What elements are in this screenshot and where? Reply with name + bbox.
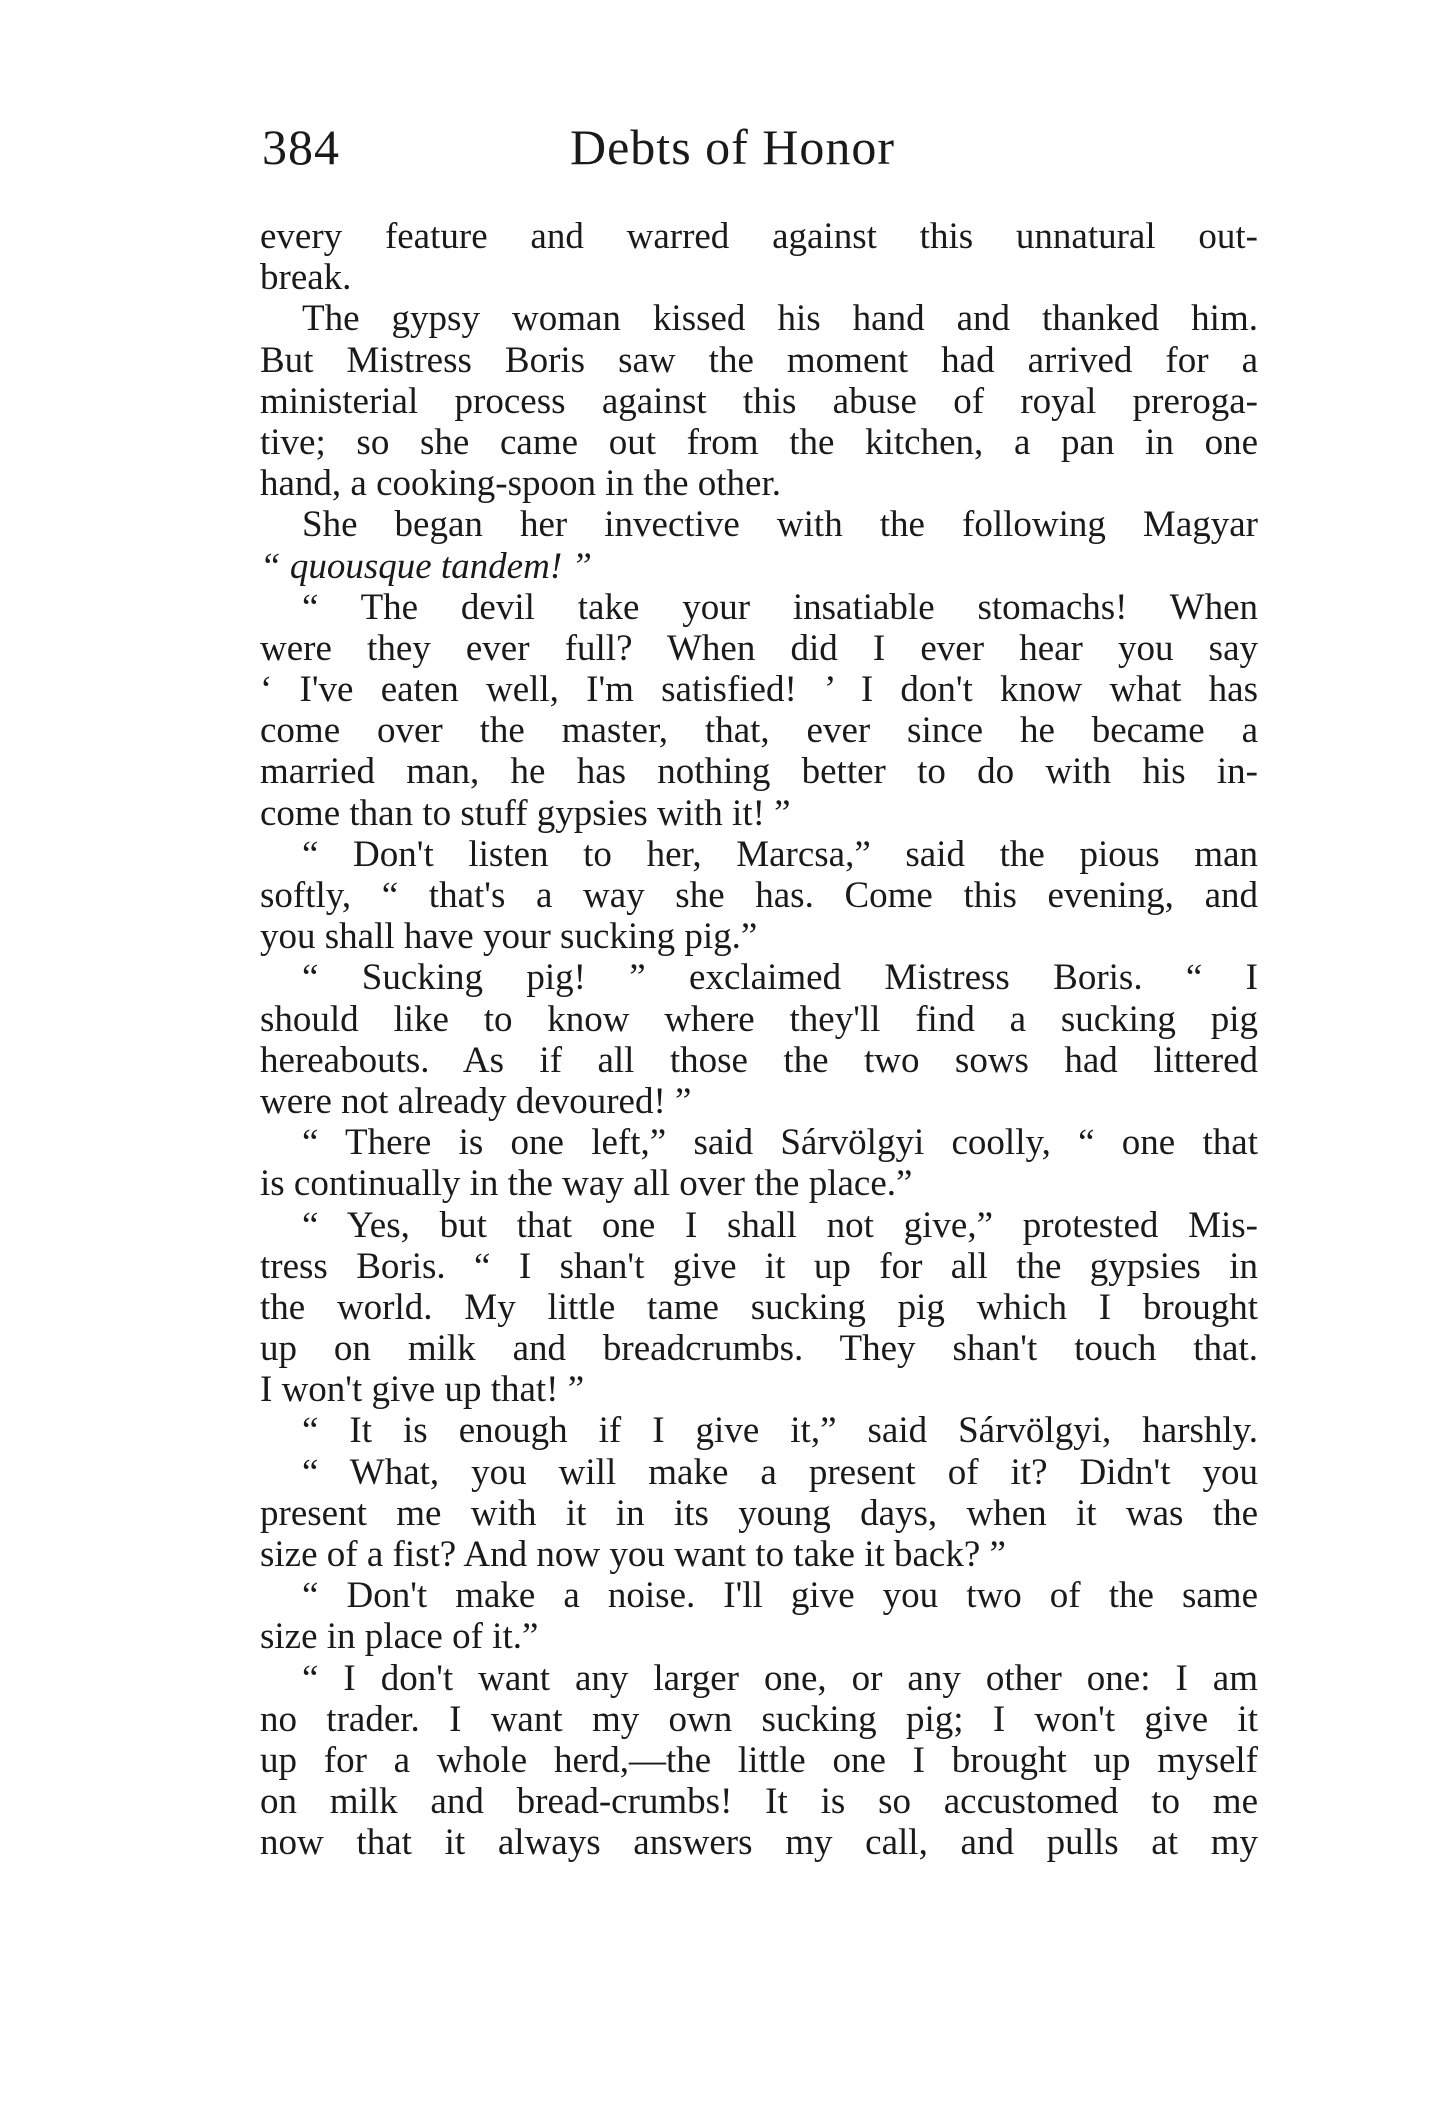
text-line: come than to stuff gypsies with it! ” bbox=[260, 792, 791, 834]
text-line: hand, a cooking-spoon in the other. bbox=[260, 463, 781, 505]
text-line: ‘ I've eaten well, I'm satisfied! ’ I don't know what has bbox=[260, 669, 1258, 711]
text-line: ministerial process against this abuse of royal preroga- bbox=[260, 380, 1258, 422]
text-line: tive; so she came out from the kitchen, a pan in one bbox=[260, 421, 1258, 463]
text-line: you shall have your sucking pig.” bbox=[260, 916, 758, 958]
text-line: “ I don't want any larger one, or any other one: I am bbox=[302, 1657, 1258, 1699]
text-line: “ Yes, but that one I shall not give,” protested Mis- bbox=[302, 1204, 1258, 1246]
text-line: no trader. I want my own sucking pig; I won't give it bbox=[260, 1698, 1258, 1740]
text-line: “ It is enough if I give it,” said Sárvölgyi, harshly. bbox=[302, 1410, 1258, 1452]
text-line: tress Boris. “ I shan't give it up for all the gypsies in bbox=[260, 1245, 1258, 1287]
text-line: size in place of it.” bbox=[260, 1616, 539, 1658]
text-line: “ quousque tandem! ” bbox=[260, 545, 592, 587]
text-line: married man, he has nothing better to do with his in- bbox=[260, 751, 1258, 793]
text-line: “ Don't make a noise. I'll give you two of the same bbox=[302, 1575, 1258, 1617]
text-line: were they ever full? When did I ever hear you say bbox=[260, 627, 1258, 669]
text-line: up for a whole herd,—the little one I brought up myself bbox=[260, 1739, 1258, 1781]
text-line: But Mistress Boris saw the moment had arrived for a bbox=[260, 339, 1258, 381]
text-line: now that it always answers my call, and pulls at my bbox=[260, 1822, 1258, 1864]
text-line: break. bbox=[260, 257, 352, 299]
text-line: softly, “ that's a way she has. Come this evening, and bbox=[260, 875, 1258, 916]
text-line: every feature and warred against this unnatural out- bbox=[260, 216, 1258, 257]
text-line: “ Don't listen to her, Marcsa,” said the pious man bbox=[302, 833, 1258, 875]
text-line: I won't give up that! ” bbox=[260, 1369, 585, 1411]
body-text bbox=[260, 216, 1258, 1864]
text-line: on milk and bread-crumbs! It is so accustomed to me bbox=[260, 1781, 1258, 1823]
text-line: size of a fist? And now you want to take it back? ” bbox=[260, 1534, 1006, 1575]
text-line: “ The devil take your insatiable stomachs! When bbox=[302, 586, 1258, 628]
page-number: 384 bbox=[262, 119, 340, 175]
text-line: “ What, you will make a present of it? Didn't you bbox=[302, 1451, 1258, 1493]
text-line: “ Sucking pig! ” exclaimed Mistress Boris. “ I bbox=[302, 957, 1258, 999]
text-line: hereabouts. As if all those the two sows had littered bbox=[260, 1039, 1258, 1081]
page-header bbox=[262, 112, 1258, 182]
text-line: were not already devoured! ” bbox=[260, 1080, 692, 1122]
text-line: the world. My little tame sucking pig which I brought bbox=[260, 1286, 1258, 1328]
text-line: present me with it in its young days, when it was the bbox=[260, 1492, 1258, 1534]
text-line: The gypsy woman kissed his hand and thanked him. bbox=[302, 298, 1258, 340]
text-line: should like to know where they'll find a sucking pig bbox=[260, 998, 1258, 1040]
text-line: She began her invective with the following Magyar bbox=[302, 504, 1258, 546]
text-line: “ There is one left,” said Sárvölgyi coolly, “ one that bbox=[302, 1122, 1258, 1164]
text-line: is continually in the way all over the place.” bbox=[260, 1163, 913, 1205]
text-line: up on milk and breadcrumbs. They shan't touch that. bbox=[260, 1328, 1258, 1370]
text-line: come over the master, that, ever since he became a bbox=[260, 710, 1258, 752]
running-title: Debts of Honor bbox=[570, 119, 896, 175]
